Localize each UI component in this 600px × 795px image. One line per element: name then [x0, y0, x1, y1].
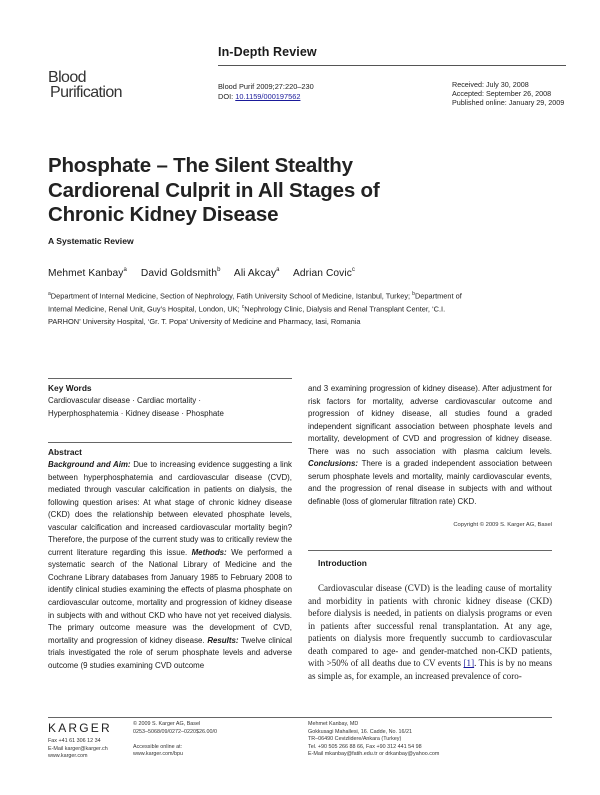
address-line: Mehmet Kanbay, MD: [308, 721, 359, 727]
logo-line-2: Purification: [50, 84, 122, 101]
title-line: Phosphate – The Silent Stealthy: [48, 154, 353, 177]
citation: Blood Purif 2009;27:220–230: [218, 82, 314, 91]
doi-line: [218, 92, 314, 102]
author-name: Mehmet Kanbay: [48, 268, 124, 279]
author-name: Adrian Covic: [292, 268, 352, 279]
affil-mark: b: [412, 291, 415, 297]
contact-line: Fax +41 61 306 12 34: [48, 738, 101, 744]
author-affil-mark: c: [351, 267, 356, 273]
title-line: Chronic Kidney Disease: [48, 203, 279, 226]
abstract-copyright: Copyright © 2009 S. Karger AG, Basel: [453, 522, 552, 528]
contact-line: www.karger.com: [48, 753, 88, 760]
affiliation: Nephrology Clinic, Dialysis and Renal Transplant Center, ‘C.I. PARHON’ University Hospital, ‘Gr. T. Popa’ University of Medicine and Pharmacy, Iasi, Romania: [48, 304, 446, 326]
affiliations: [48, 289, 478, 327]
footer-line: www.karger.com/bpu: [133, 751, 184, 758]
contact-line: E-Mail karger@karger.ch: [48, 745, 108, 752]
abstract-methods-label: Methods:: [191, 547, 227, 557]
author-name: Ali Akcay: [233, 268, 277, 279]
abstract-methods-text: We performed a systematic search of the National Library of Medicine and the Cochrane Library databases from January 1985 to February 2008 to identify clinical studies examining the effects of plasma phosphate on cardiovascular outcome, mortality and progression of kidney disease in subjects with and without CKD who have not yet received dialysis. The primary outcome measure was the development of CVD, mortality and progression of kidney disease.: [48, 547, 292, 645]
footer-divider: [48, 717, 552, 718]
section-label: In-Depth Review: [218, 45, 317, 59]
date-accepted: Accepted: September 26, 2008: [452, 89, 552, 99]
introduction-heading: Introduction: [318, 558, 367, 568]
introduction-text: Cardiovascular disease (CVD) is the leading cause of mortality and morbidity in patients with chronic kidney disease (CKD) before dialysis is needed, in patients on dialysis programs or even in patients after successful renal transplantation. At any age, patients on dialysis more frequently succumb to cardiovascular death compared to age- and gender-matched non-CKD patients, with >50% of all deaths due to CV events: [308, 583, 552, 668]
abstract-conclusions-label: Conclusions:: [308, 459, 358, 469]
correspondence-address: [308, 721, 439, 759]
author-affil-mark: b: [217, 267, 221, 273]
abstract-heading: Abstract: [48, 447, 82, 457]
date-received: Received: July 30, 2008: [452, 80, 529, 89]
affil-mark: a: [48, 291, 51, 297]
author-list: [48, 268, 355, 279]
address-line: TR–06490 Cevizlidere/Ankara (Turkey): [308, 736, 402, 743]
abstract-conclusions-text: There is a graded independent association between serum phosphate levels and mortality, mainly cardiovascular events, and the progression of renal disease in subjects with and without definable (loss of glomerular filtration rate) CKD.: [308, 459, 552, 506]
journal-logo: [48, 70, 128, 100]
keywords-heading: Key Words: [48, 383, 92, 393]
introduction-divider: [308, 550, 552, 551]
keywords-divider: [48, 378, 292, 379]
keywords-line: Cardiovascular disease · Cardiac mortality ·: [48, 396, 202, 405]
author-affil-mark: a: [123, 267, 127, 273]
footer-line: © 2009 S. Karger AG, Basel: [133, 721, 201, 727]
footer-line: [133, 736, 217, 744]
abstract-results-continued: and 3 examining progression of kidney disease). After adjustment for risk factors for mortality, adverse cardiovascular outcome and progression of kidney disease, all studies found a graded independent significant association between phosphate levels and mortality, development of CVD and progression of kidney disease. There was no such association with plasma calcium levels.: [308, 384, 552, 456]
abstract-results-label: Results:: [207, 635, 239, 645]
citation-block: [218, 82, 314, 102]
date-published: Published online: January 29, 2009: [452, 98, 565, 108]
publisher-contact: [48, 738, 108, 761]
introduction-text-continued: . This is by no means as simple as, for example, an increased prevalence of coro-: [308, 658, 552, 681]
title-line: Cardiorenal Culprit in All Stages of: [48, 178, 380, 202]
footer-line: Accessible online at:: [133, 743, 183, 750]
affiliation: Department of Internal Medicine, Section of Nephrology, Fatih University School of Medicine, Istanbul, Turkey;: [50, 291, 411, 301]
address-line: Tel. +90 505 266 88 66, Fax +90 312 441 54 98: [308, 743, 422, 750]
abstract-left-column: [48, 459, 292, 672]
keywords-line: Hyperphosphatemia · Kidney disease · Phosphate: [48, 408, 224, 418]
abstract-right-column: [308, 383, 552, 508]
doi-label: DOI:: [218, 92, 236, 101]
affiliation: Department of Internal Medicine, Renal Unit, Guy’s Hospital, London, UK;: [48, 291, 462, 314]
affil-mark: c: [241, 304, 245, 311]
address-line: E-Mail mkanbay@fatih.edu.tr or drkanbay@yahoo.com: [308, 751, 440, 758]
address-line: Gokkusagi Mahallesi, 16. Cadde, No. 16/21: [308, 728, 412, 735]
keywords-body: [48, 395, 292, 420]
abstract-background-label: Background and Aim:: [48, 460, 131, 469]
abstract-divider: [48, 442, 292, 443]
logo-line-1: Blood: [48, 69, 86, 86]
abstract-results-text: Twelve clinical trials investigated the role of serum phosphate levels and adverse outcome (9 studies examining CVD outcome: [48, 635, 293, 670]
footer-line: 0253–5068/09/0272–0220$26.00/0: [133, 728, 217, 735]
reference-link[interactable]: [1]: [463, 658, 475, 668]
article-subtitle: A Systematic Review: [48, 236, 134, 246]
author-name: David Goldsmith: [140, 268, 218, 279]
introduction-body: [308, 582, 552, 682]
publication-dates: [452, 80, 564, 108]
footer-copyright: [133, 721, 217, 759]
article-title: [48, 154, 408, 228]
publisher-logo: KARGER: [48, 721, 112, 735]
doi-link[interactable]: 10.1159/000197562: [235, 92, 301, 101]
abstract-background-text: Due to increasing evidence suggesting a link between hyperphosphatemia and cardiovascular disease (CVD), mediated through vascular calcification in patients on dialysis, the following question arises: At what stage of chronic kidney disease (CKD) does the relationship between elevated phosphate levels, vascular calcification and increased cardiovascular mortality begin? Therefore, the purpose of the current study was to critically review the current literature regarding this issue.: [48, 460, 292, 557]
header-divider: [218, 65, 566, 66]
author-affil-mark: a: [276, 267, 280, 273]
